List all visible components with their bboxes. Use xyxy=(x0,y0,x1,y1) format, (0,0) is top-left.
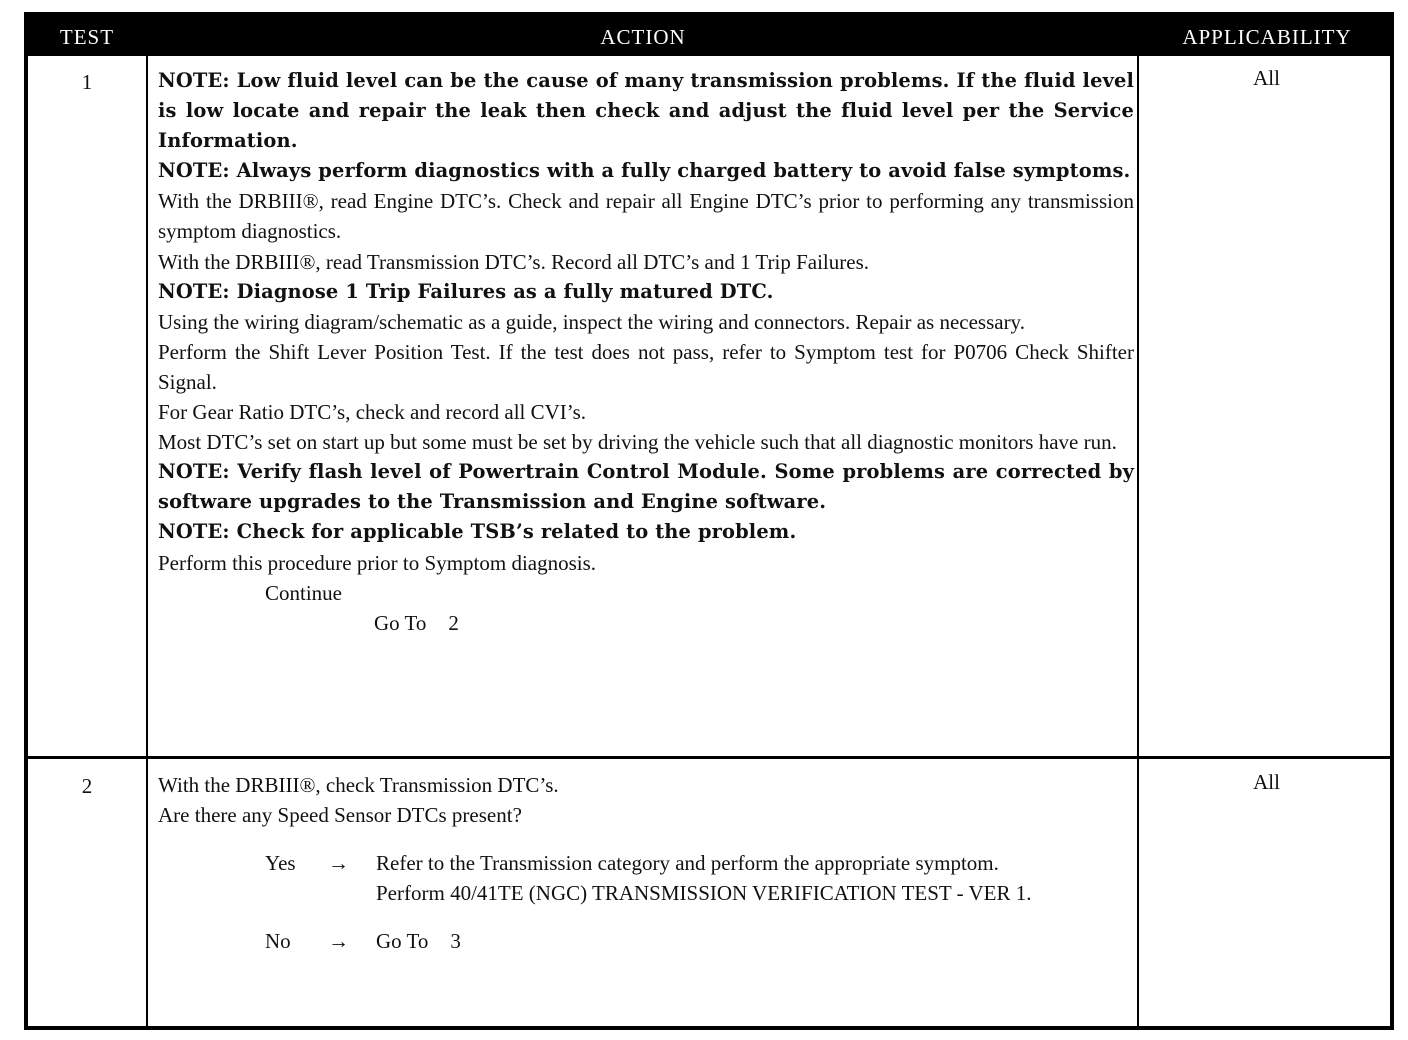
column-divider-test xyxy=(146,56,148,1026)
yes-instruction: Perform 40/41TE (NGC) TRANSMISSION VERIFICATION TEST - VER 1. xyxy=(376,881,1032,906)
row-divider xyxy=(28,756,1390,759)
instruction-line: Perform the Shift Lever Position Test. If the test does not pass, refer to Symptom test for P0706 Check Shifter Signal. xyxy=(158,339,1134,394)
instruction-line: Most DTC’s set on start up but some must be set by driving the vehicle such that all diagnostic monitors have run. xyxy=(158,430,1117,455)
note-line: NOTE: Check for applicable TSB’s related to the problem. xyxy=(158,520,797,544)
note-line: NOTE: Diagnose 1 Trip Failures as a fully matured DTC. xyxy=(158,279,774,303)
test-number-2: 2 xyxy=(81,774,93,798)
header-test: TEST xyxy=(59,25,115,49)
applicability-1: All xyxy=(1253,66,1280,90)
instruction-line: With the DRBIII®, read Transmission DTC’s. Record all DTC’s and 1 Trip Failures. xyxy=(158,249,870,274)
yes-instruction: Refer to the Transmission category and perform the appropriate symptom. xyxy=(376,851,999,876)
arrow-right-icon: → xyxy=(328,929,349,954)
note-line: NOTE: Verify flash level of Powertrain Control Module. Some problems are corrected by software upgrades to the Transmission and Engine software. xyxy=(158,460,1134,514)
continue-label: Continue xyxy=(265,580,342,605)
header-applicability: APPLICABILITY xyxy=(1182,25,1352,49)
goto-number: 2 xyxy=(448,610,459,635)
table-header xyxy=(28,16,1390,56)
goto-number: 3 xyxy=(450,929,461,954)
no-label: No xyxy=(265,929,291,954)
column-divider-action xyxy=(1137,56,1139,1026)
note-line: NOTE: Low fluid level can be the cause of many transmission problems. If the fluid level is low locate and repair the leak then check and adjust the fluid level per the Service Information. xyxy=(158,69,1134,153)
goto-step-2 xyxy=(158,608,1134,638)
goto-label: Go To xyxy=(374,610,427,635)
goto-label: Go To xyxy=(376,929,429,954)
instruction-line: Perform this procedure prior to Symptom diagnosis. xyxy=(158,550,597,575)
instruction-line: With the DRBIII®, check Transmission DTC’s. xyxy=(158,773,559,797)
no-branch xyxy=(158,926,1134,956)
action-cell-2 xyxy=(158,770,1134,956)
test-number-1: 1 xyxy=(81,70,93,94)
yes-label: Yes xyxy=(265,851,296,876)
instruction-line: For Gear Ratio DTC’s, check and record all CVI’s. xyxy=(158,400,587,425)
instruction-line: Using the wiring diagram/schematic as a guide, inspect the wiring and connectors. Repair as necessary. xyxy=(158,309,1025,334)
arrow-right-icon: → xyxy=(328,851,349,876)
note-line: NOTE: Always perform diagnostics with a fully charged battery to avoid false symptoms. xyxy=(158,159,1131,183)
yes-branch xyxy=(158,848,1134,908)
header-action: ACTION xyxy=(600,25,686,49)
question-line: Are there any Speed Sensor DTCs present? xyxy=(158,803,522,828)
instruction-line: With the DRBIII®, read Engine DTC’s. Check and repair all Engine DTC’s prior to performing any transmission symptom diagnostics. xyxy=(158,189,1134,244)
diagnostic-table xyxy=(24,12,1394,1030)
applicability-2: All xyxy=(1253,770,1280,794)
action-cell-1 xyxy=(158,66,1134,638)
